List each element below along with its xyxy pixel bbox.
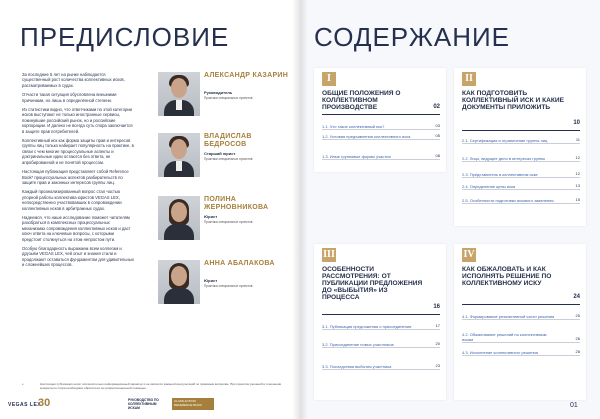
author-card (158, 133, 298, 189)
preface-paragraph: Коллективный иск как форма защиты прав и интересов группы лиц только набирает популярность на практике, в связи с чем многие процессуальные аспекты и доктринальные идеи остаются без ответа, не апробированной и не понятой процессом. (22, 138, 134, 165)
author-name: АННА АБАЛАКОВА (204, 260, 275, 267)
author-name: ВЛАДИСЛАВ БЕДРОСОВ (204, 133, 252, 148)
author-name: АЛЕКСАНДР КАЗАРИН (204, 72, 289, 79)
contents-title: СОДЕРЖАНИЕ (314, 22, 511, 52)
contents-section (454, 244, 586, 400)
preface-body (22, 72, 134, 272)
author-photo (158, 72, 200, 116)
reference-book-badge: CLASS ACTION REFERENCE BOOK (172, 398, 214, 410)
author-photo (158, 133, 200, 177)
section-page-number: 16 (433, 304, 440, 310)
contents-page (300, 0, 600, 419)
author-dept: Практики специальных проектов (204, 220, 253, 224)
guide-label: РУКОВОДСТВО ПО КОЛЛЕКТИВНЫМ ИСКАМ (128, 398, 159, 410)
author-role: Юрист (204, 278, 218, 283)
contents-item[interactable]: 2.1. Сертификация и ограничение группы лиц 11 (462, 137, 580, 143)
author-name: ПОЛИНА ЖЕРНОВНИКОВА (204, 196, 269, 211)
anniversary-30-logo: 30 (38, 397, 51, 409)
author-dept: Практики специальных проектов (204, 284, 253, 288)
author-dept: Практики специальных проектов (204, 96, 253, 100)
contents-item[interactable]: 1.3. Иные групповые формы участия 08 (322, 153, 440, 159)
section-roman-number: III (323, 249, 335, 260)
preface-title: ПРЕДИСЛОВИЕ (20, 22, 230, 52)
section-title[interactable]: ОБЩИЕ ПОЛОЖЕНИЯ О КОЛЛЕКТИВНОМ ПРОИЗВОДСТВЕ (322, 90, 401, 111)
contents-item[interactable]: 2.2. Лицо, ведущее дело в интересах группы 12 (462, 155, 580, 161)
section-page-number: 02 (433, 104, 440, 110)
section-divider (322, 314, 440, 315)
section-roman-number: IV (463, 249, 475, 260)
section-title[interactable]: КАК ОБЖАЛОВАТЬ И КАК ИСПОЛНЯТЬ РЕШЕНИЕ ПО КОЛЛЕКТИВНОМУ ИСКУ (462, 266, 552, 287)
author-dept: Практики специальных проектов (204, 157, 253, 161)
author-card (158, 196, 298, 252)
page-number: 01 (570, 402, 578, 409)
contents-item[interactable]: 3.3. Последствия выбытия участника 23 (322, 363, 440, 369)
author-role: Старший юрист (204, 151, 236, 156)
preface-paragraph: Особую благодарность выражаем всем коллегам и друзьям VEGAS LEX, чей опыт и знания стали и продолжают оставаться фундаментом для удивительных и сложнейших процессов. (22, 245, 134, 268)
vegas-lex-logo: VEGAS LEX (8, 402, 42, 408)
section-divider (462, 130, 580, 131)
spine-shadow (292, 0, 308, 419)
preface-paragraph: За последние 5 лет на рынке наблюдается существенный рост количества коллективных исков, рассматриваемых в судах. (22, 72, 125, 88)
preface-paragraph: Настоящая публикация представляет собой Reference Book* процессуальных аспектов разбирательств по защите прав и законных интересов группы лиц. (22, 169, 129, 185)
preface-paragraph: Каждый проанализированный вопрос стал частью упорной работы коллектива юристов VEGAS LEX, непосредственно участвовавших в сопровождении коллективных исков в арбитражных судах. (22, 189, 122, 211)
contents-item[interactable]: 3.2. Присоединение новых участников 20 (322, 341, 440, 347)
contents-section (314, 68, 446, 172)
preface-paragraph: Из статистики видно, что ответчиками по этой категории исков выступают не только иностранные сервисы, покинувшие российский рынок, но и российские корпорации. И далеко не всегда суть спора заключается в защите прав потребителей. (22, 107, 133, 134)
contents-section (454, 68, 586, 226)
section-page-number: 10 (573, 120, 580, 126)
author-role: Юрист (204, 214, 218, 219)
author-photo (158, 196, 200, 240)
author-role: Руководитель (204, 90, 233, 95)
section-divider (462, 304, 580, 305)
section-divider (322, 114, 440, 115)
section-page-number: 24 (573, 294, 580, 300)
section-title[interactable]: ОСОБЕННОСТИ РАССМОТРЕНИЯ: ОТ ПУБЛИКАЦИИ ПРЕДЛОЖЕНИЯ ДО «ВЫБЫТИЯ» ИЗ ПРОЦЕССА (322, 266, 423, 301)
section-roman-number: II (462, 72, 476, 86)
footnote: Настоящая публикация носит исключительно информационный характер и не является заменой консультаций по правовым вопросам. При принятии решений в отношении конкретного спора необходимо обратиться за профессиональной помощью. (40, 382, 282, 390)
footnote-marker: * (22, 382, 24, 387)
preface-paragraph: Надеемся, что наше исследование поможет читателям разобраться в комплексных процессуальных механизмах сопровождения коллективных исков и даст ключ ответа на ключевые вопросы, с которыми предстоит столкнуться на этом непростом пути. (22, 214, 131, 242)
contents-section (314, 244, 446, 400)
section-roman-number: I (322, 72, 336, 86)
preface-paragraph: Отчасти такая ситуация обусловлена внешними причинами, но лишь в определённой степени. (22, 92, 117, 103)
author-card (158, 260, 298, 316)
contents-item[interactable]: 4.3. Исполнение коллективного решения 28 (462, 349, 580, 355)
contents-item[interactable]: 4.2. Обжалование решений по коллективным искам 26 (462, 332, 580, 342)
contents-item[interactable]: 4.1. Формирование резолютивной части решения 25 (462, 313, 580, 319)
author-card (158, 72, 298, 128)
contents-item[interactable]: 2.3. Представитель в коллективном иске 12 (462, 171, 580, 177)
contents-item[interactable]: 2.5. Особенности подготовки искового заявления 15 (462, 197, 580, 203)
section-title[interactable]: КАК ПОДГОТОВИТЬ КОЛЛЕКТИВНЫЙ ИСК И КАКИЕ ДОКУМЕНТЫ ПРИЛОЖИТЬ (462, 90, 565, 111)
contents-item[interactable]: 2.4. Определение цены иска 13 (462, 183, 580, 189)
contents-item[interactable]: 1.2. Условия предъявления коллективного иска 05 (322, 133, 440, 139)
contents-item[interactable]: 1.1. Что такое коллективный иск? 03 (322, 123, 440, 129)
contents-item[interactable]: 3.1. Публикация предложения о присоединении 17 (322, 323, 440, 329)
author-photo (158, 260, 200, 304)
